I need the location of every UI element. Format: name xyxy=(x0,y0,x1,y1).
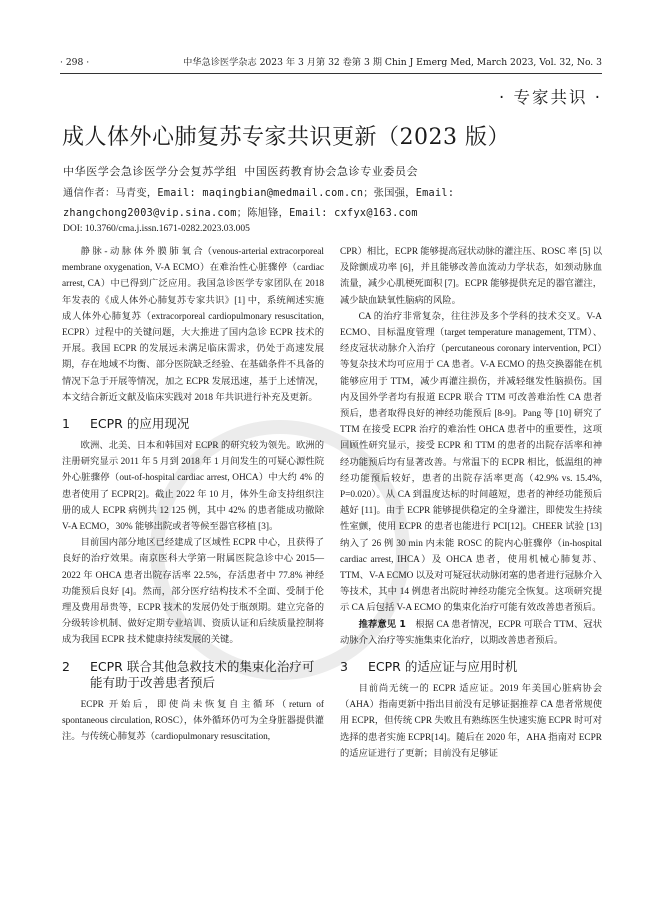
correspondence-line-1: 通信作者：马青变，Email: maqingbian@medmail.com.cn；张国强，Email: xyxy=(63,188,455,199)
doi: DOI: 10.3760/cma.j.issn.1671-0282.2023.03.005 xyxy=(63,224,250,234)
section-2-heading xyxy=(62,659,324,691)
section-3-heading xyxy=(340,659,602,675)
section-number: 1 xyxy=(62,416,70,432)
section-heading-text: ECPR 的适应证与应用时机 xyxy=(368,659,518,675)
recommendation-text: 根据 CA 患者情况，ECPR 可联合 TTM、冠状动脉介入治疗等实施集束化治疗，以期改善患者预后。 xyxy=(340,619,602,646)
continued-paragraph: CPR）相比，ECPR 能够提高冠状动脉的灌注压、ROSC 率 [5] 以及除颤成功率 [6]，并且能够改善血流动力学状态，如颈动脉血流量，减少心肌梗死面积 [7]。ECPR 能够提供充足的器官灌注，减少缺血缺氧性脑病的风险。 xyxy=(340,247,602,306)
body-paragraph: CA 的治疗非常复杂，往往涉及多个学科的技术交叉。V-A ECMO、目标温度管理（target temperature management, TTM）、经皮冠状动脉介入治疗（percutaneous coronary intervention, PCI）等复杂技术均可应用于 CA 患者。V-A ECMO 的热交换器能在机能够应用于 TTM，减少再灌注损伤，并减轻继发性脑损伤。国内及国外学者均有报道 ECPR 联合 TTM 可改善难治性 CA 患者预后，患者取得良好的神经功能预后 [8-9]。Pang 等 [10] 研究了 TTM 在接受 ECPR 治疗的难治性 OHCA 患者中的重要性，这项回顾性研究显示，接受 ECPR 和 TTM 的患者的出院存活率和神经功能预后均有显著改善。与常温下的 ECPR 相比，低温组的神经功能预后较好，患者的出院存活率更高（42.9% vs. 15.4%, P=0.020）。从 CA 到温度达标的时间越短，患者的神经功能预后越好 [11]。由于 ECPR 能够提供稳定的全身灌注，即使发生持续性室颤，使用 ECPR 的患者也能进行 PCI[12]。CHEER 试验 [13] 纳入了 26 例 30 min 内未能 ROSC 的院内心脏骤停（in-hospital cardiac arrest, IHCA）及 OHCA 患者，使用机械心肺复苏、TTM、V-A ECMO 以及对可疑冠状动脉闭塞的患者进行冠脉介入等技术，其中 14 例患者出院时神经功能完全恢复。这项研究提示 CA 后包括 V-A ECMO 的集束化治疗可能有效改善患者预后。 xyxy=(340,311,602,614)
journal-citation: 中华急诊医学杂志 2023 年 3 月第 32 卷第 3 期 Chin J Emerg Med, March 2023, Vol. 32, No. 3 xyxy=(183,57,602,68)
page-number: · 298 · xyxy=(60,57,90,68)
body-paragraph: ECPR 开始后，即使尚未恢复自主循环（return of spontaneous circulation, ROSC），体外循环仍可为全身脏器提供灌注。与传统心肺复苏（cardiopulmonary resuscitation, xyxy=(62,699,324,743)
intro-paragraph: 静 脉 - 动 脉 体 外 膜 肺 氧 合（venous-arterial extracorporeal membrane oxygenation, V-A ECMO）在难治性心脏骤停（cardiac arrest, CA）中已得到广泛应用。我国急诊医学专家团队在 2018 年发表的《成人体外心肺复苏专家共识》[1] 中，系统阐述实施成人体外心肺复苏（extracorporeal cardiopulmonary resuscitation, ECPR）过程中的关键问题，大大推进了国内急诊 ECPR 技术的开展。我国 ECPR 的发展远未满足临床需求，仍处于高速发展期，存在地域不均衡、部分医院缺乏经验、在基础条件不具备的情况下急于开展等情况，加之 ECPR 发展迅速，基于上述情况，本文结合新近文献及临床实践对 2018 年共识进行补充及更新。 xyxy=(62,247,324,403)
section-tag: · 专家共识 · xyxy=(499,88,602,107)
recommendation-label: 推荐意见 1 xyxy=(358,618,406,630)
section-number: 3 xyxy=(340,659,348,675)
left-column xyxy=(62,244,324,745)
section-number: 2 xyxy=(62,658,70,674)
section-heading-text: ECPR 联合其他急救技术的集束化治疗可能有助于改善患者预后 xyxy=(90,658,315,690)
affiliation: 中华医学会急诊医学分会复苏学组 中国医药教育协会急诊专业委员会 xyxy=(63,165,419,178)
section-1-heading xyxy=(62,416,324,432)
header-rule xyxy=(60,73,602,74)
running-head xyxy=(60,56,602,70)
recommendation-paragraph xyxy=(340,617,602,649)
body-paragraph: 目前国内部分地区已经建成了区域性 ECPR 中心，且获得了良好的治疗效果。南京医科大学第一附属医院急诊中心 2015—2022 年 OHCA 患者出院存活率 22.5%，存活患者中 77.8% 神经功能预后良好 [4]。然而，部分医疗结构技术不全面、受制于伦理及费用昂贵等，ECPR 技术的发展仍处于瓶颈期。建立完备的分级转诊机制、做好定期专业培训、资质认证和后续质量控制将成为我国 ECPR 技术健康持续发展的关键。 xyxy=(62,538,324,646)
section-heading-text: ECPR 的应用现况 xyxy=(90,416,190,432)
right-column xyxy=(340,244,602,762)
body-paragraph: 目前尚无统一的 ECPR 适应证。2019 年美国心脏病协会（AHA）指南更新中指出目前没有足够证据推荐 CA 患者常规使用 ECPR，但传统 CPR 失败且有熟练医生快速实施 ECPR 时可对选择的患者实施 ECPR[14]。随后在 2020 年，AHA 指南对 ECPR 的适应证进行了更新；目前没有足够证 xyxy=(340,684,602,759)
article-title: 成人体外心肺复苏专家共识更新（2023 版） xyxy=(62,125,510,150)
correspondence-line-2: zhangchong2003@vip.sina.com；陈旭锋，Email: cxfyx@163.com xyxy=(63,208,418,219)
body-paragraph: 欧洲、北美、日本和韩国对 ECPR 的研究较为领先。欧洲的注册研究显示 2011 年 5 月到 2018 年 1 月间发生的可疑心源性院外心脏骤停（out-of-hospital cardiac arrest, OHCA）中大约 4% 的患者使用了 ECPR[2]。截止 2022 年 10 月，体外生命支持组织注册的成人 ECPR 病例共 12 125 例，其中 42% 的患者能成功撤除 V-A ECMO，30% 能够出院或者等候至器官移植 [3]。 xyxy=(62,441,324,533)
